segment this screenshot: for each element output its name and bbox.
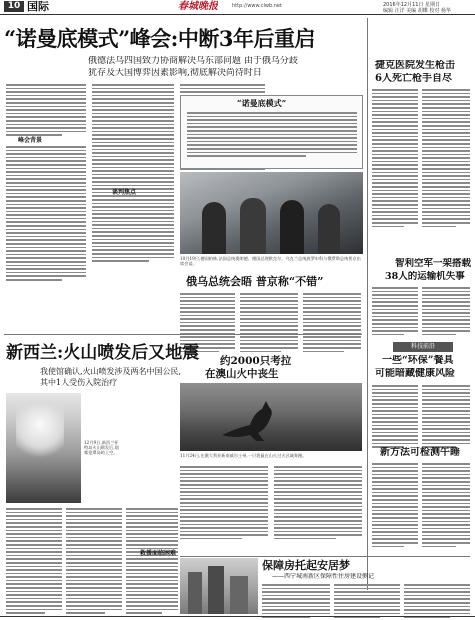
sleep-headline: 新方法可检测午睡 bbox=[380, 447, 460, 458]
kangaroo-photo bbox=[180, 383, 362, 451]
quote-box-text bbox=[187, 112, 357, 157]
volcano-subhead: 救援面临困难 bbox=[140, 550, 177, 557]
volcano-photo bbox=[6, 393, 81, 503]
sleep-body-2 bbox=[422, 463, 470, 547]
column-divider bbox=[367, 18, 368, 590]
volcano-headline: 新西兰:火山喷发后又地震 bbox=[6, 343, 200, 363]
housing-body-2 bbox=[334, 584, 400, 618]
person-silhouette bbox=[280, 200, 304, 254]
person-silhouette bbox=[202, 202, 226, 254]
lead-body-column-1b bbox=[6, 146, 86, 281]
czech-body-1 bbox=[372, 89, 418, 227]
masthead-rule bbox=[0, 14, 475, 15]
lead-subhead-1: 峰会背景 bbox=[18, 137, 43, 144]
volcano-photo-caption: 12月9日,新西兰怀特岛火山喷发后,烟雾笼罩岛屿上空。 bbox=[84, 440, 119, 455]
section-title: 国际 bbox=[27, 0, 49, 13]
czech-headline-1: 捷克医院发生枪击 bbox=[375, 60, 455, 71]
issue-date: 2016年12月11日 星期日 bbox=[383, 2, 441, 8]
kangaroo-headline-1: 约2000只考拉 bbox=[220, 355, 292, 367]
russia-body-2 bbox=[240, 293, 298, 352]
lead-deck-2: 犹存及大国博弈因素影响,彻底解决尚待时日 bbox=[88, 68, 262, 78]
lead-deck-1: 俄德法乌四国致力协商解决乌东部问题 由于俄乌分歧 bbox=[88, 56, 298, 66]
czech-headline-2: 6人死亡枪手自尽 bbox=[375, 73, 452, 84]
masthead bbox=[0, 0, 475, 14]
bottom-rule bbox=[0, 616, 475, 617]
building bbox=[208, 566, 224, 614]
person-silhouette bbox=[240, 198, 266, 254]
science-headline-1: 一些“环保”餐具 bbox=[382, 355, 454, 366]
housing-headline: 保障房托起安居梦 bbox=[262, 559, 350, 572]
volcano-deck-2: 其中1人受伤入院治疗 bbox=[40, 378, 118, 387]
science-body-1 bbox=[372, 385, 418, 448]
volcano-body-2 bbox=[66, 508, 122, 614]
housing-divider bbox=[180, 556, 470, 557]
building bbox=[188, 572, 202, 614]
housing-body-1 bbox=[262, 584, 330, 618]
science-tag: 科技前沿 bbox=[393, 342, 453, 352]
quote-box bbox=[180, 95, 363, 169]
russia-headline: 俄乌总统会晤 普京称“不错” bbox=[186, 275, 324, 288]
volcano-deck-1: 我使馆确认,火山喷发涉及两名中国公民, bbox=[40, 367, 182, 376]
plane-headline-1: 智利空军一架搭载 bbox=[395, 258, 472, 269]
russia-body-3 bbox=[303, 293, 361, 352]
editor-credits: 编辑 汪洋 美编 胡蝶 校对 杨华 bbox=[383, 8, 451, 14]
kangaroo-icon bbox=[220, 395, 284, 443]
science-headline-2: 可能暗藏健康风险 bbox=[375, 368, 455, 379]
site-url: http://www.clwb.net bbox=[232, 3, 282, 9]
science-body-2 bbox=[422, 385, 470, 448]
brand-logo: 春城晚报 bbox=[178, 1, 218, 12]
volcano-body-1 bbox=[6, 508, 62, 614]
housing-photo bbox=[180, 558, 258, 614]
plane-body-1 bbox=[372, 287, 418, 335]
lead-body-column-1 bbox=[6, 84, 86, 136]
volcano-body-3 bbox=[126, 508, 178, 614]
quote-box-title: “诺曼底模式” bbox=[237, 98, 287, 108]
section-divider bbox=[4, 334, 362, 335]
kangaroo-headline-2: 在澳山火中丧生 bbox=[205, 368, 279, 380]
summit-photo bbox=[180, 172, 363, 254]
lead-subhead-3: 谈判焦点 bbox=[112, 189, 137, 196]
lead-headline: “诺曼底模式”峰会:中断3年后重启 bbox=[4, 26, 316, 51]
czech-body-2 bbox=[422, 89, 470, 227]
sleep-body-1 bbox=[372, 463, 418, 547]
housing-body-3 bbox=[404, 584, 470, 618]
person-silhouette bbox=[318, 204, 340, 254]
page-number: 10 bbox=[4, 1, 24, 12]
housing-subheadline: ——西宁城南新区保障性住房建设侧记 bbox=[272, 573, 375, 580]
plane-headline-2: 38人的运输机失事 bbox=[385, 271, 465, 282]
lead-body-column-2 bbox=[92, 84, 174, 262]
building bbox=[230, 576, 248, 614]
kangaroo-body-1 bbox=[180, 466, 268, 539]
summit-photo-caption: 10月19日,德国柏林,法国总统奥朗德、德国总理默克尔、乌克兰总统波罗申科与俄罗斯总统普京出席会谈。 bbox=[180, 256, 361, 266]
plane-body-2 bbox=[422, 287, 470, 335]
kangaroo-photo-caption: 11月24日,在澳大利亚新南威尔士州,一只袋鼠在山火过火区域奔跑。 bbox=[180, 453, 307, 458]
kangaroo-body-2 bbox=[274, 466, 362, 539]
smoke-plume bbox=[16, 401, 64, 461]
